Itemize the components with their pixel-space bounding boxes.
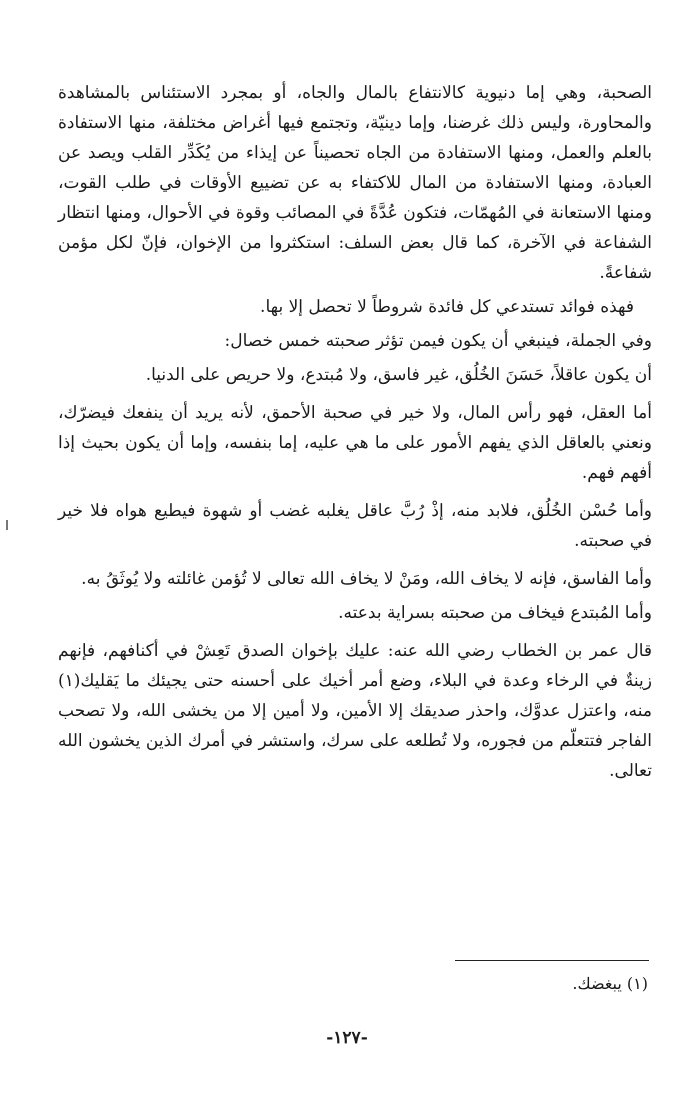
footnote-divider xyxy=(455,960,649,961)
paragraph-five-traits: أن يكون عاقلاً، حَسَنَ الخُلُق، غير فاسق، ولا مُبتدع، ولا حريص على الدنيا. xyxy=(145,365,652,385)
paragraph-companionship-purposes: الصحبة، وهي إما دنيوية كالانتفاع بالمال والجاه، أو بمجرد الاستئناس بالمشاهدة والمحاورة، وليس ذلك غرضنا، وإما دينيّة، وتجتمع فيها أغراض مختلفة، منها الاستفادة بالعلم والعمل، ومنها الاستفادة من الجاه تحصيناً عن إيذاء من يُكَدِّر القلب ويصد عن العبادة، ومنها الاستفادة من المال للاكتفاء به عن تضييع الأوقات في طلب القوت، ومنها الاستعانة في المُهمّات، فتكون عُدَّةً في المصائب وقوة في الأحوال، ومنها انتظار الشفاعة في الآخرة، كما قال بعض السلف: استكثروا من الإخوان، فإنّ لكل مؤمن شفاعةً. xyxy=(58,83,652,283)
paragraph-innovator: وأما المُبتدع فيخاف من صحبته بسراية بدعته. xyxy=(338,603,652,623)
page-number: -١٢٧- xyxy=(326,1028,368,1048)
paragraph-five-traits-intro: وفي الجملة، فينبغي أن يكون فيمن تؤثر صحبته خمس خصال: xyxy=(224,331,652,351)
margin-mark xyxy=(6,520,8,530)
paragraph-sinner: وأما الفاسق، فإنه لا يخاف الله، ومَنْ لا يخاف الله تعالى لا تُؤمن غائلته ولا يُوثَقُ به. xyxy=(81,569,652,589)
main-text xyxy=(58,78,652,786)
paragraph-umar-quote: قال عمر بن الخطاب رضي الله عنه: عليك بإخوان الصدق تَعِشْ في أكنافهم، فإنهم زينةٌ في الرخاء وعدة في البلاء، وضع أمر أخيك على أحسنه حتى يجيئك ما يَقليك(١) منه، واعتزل عدوَّك، واحذر صديقك إلا الأمين، ولا أمين إلا من يخشى الله، ولا تصحب الفاجر فتتعلّم من فجوره، ولا تُطلعه على سرك، واستشر في أمرك الذين يخشون الله تعالى. xyxy=(58,641,652,781)
paragraph-intellect: أما العقل، فهو رأس المال، ولا خير في صحبة الأحمق، لأنه يريد أن ينفعك فيضرّك، ونعني بالعاقل الذي يفهم الأمور على ما هي عليه، إما بنفسه، وإما أن يكون بحيث إذا أفهم فهم. xyxy=(58,403,652,483)
footnote: (١) يبغضك. xyxy=(572,974,648,993)
paragraph-benefits-conditions: فهذه فوائد تستدعي كل فائدة شروطاً لا تحصل إلا بها. xyxy=(260,297,634,317)
paragraph-good-character: وأما حُسْن الخُلُق، فلابد منه، إذْ رُبَّ عاقل يغلبه غضب أو شهوة فيطيع هواه فلا خير في صحبته. xyxy=(58,501,652,551)
